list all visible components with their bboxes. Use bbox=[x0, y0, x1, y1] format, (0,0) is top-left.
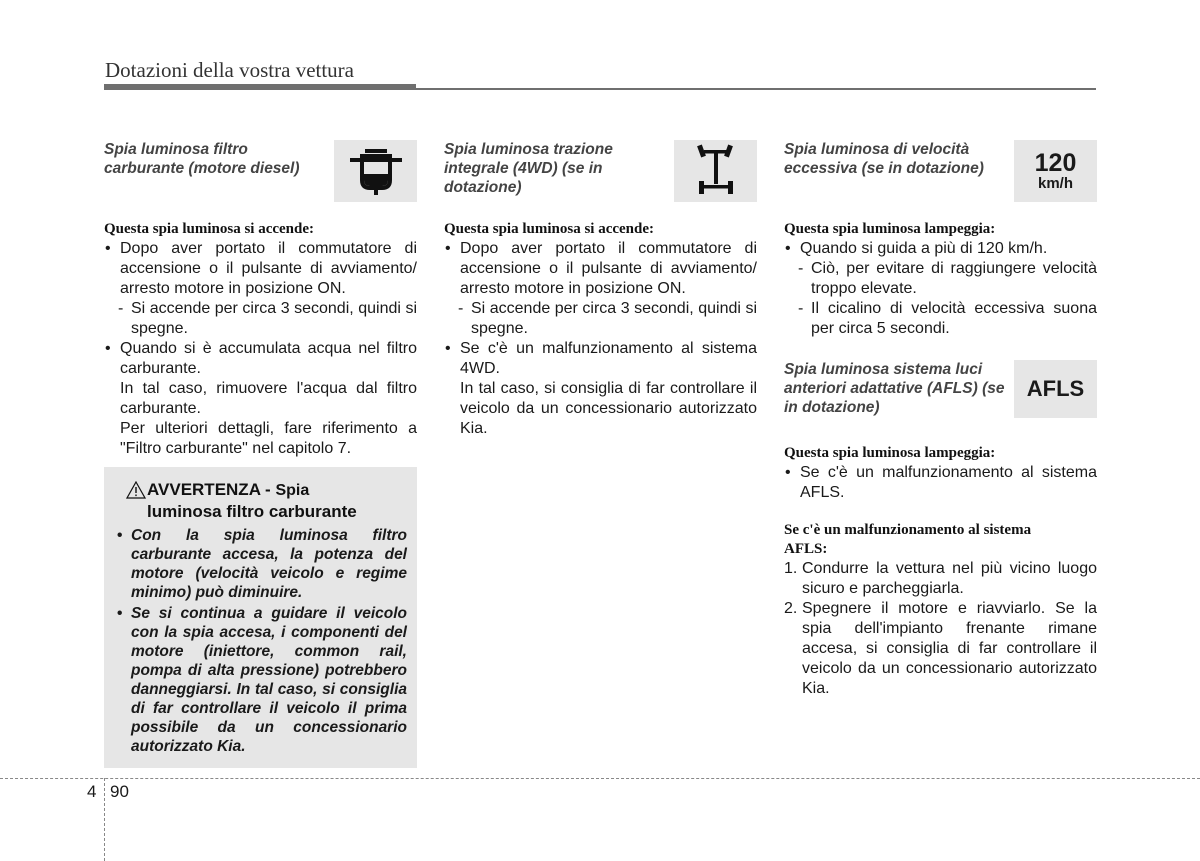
indicator-header bbox=[444, 140, 757, 202]
condition-list bbox=[784, 463, 1097, 503]
page-number: 90 bbox=[110, 782, 129, 801]
afls-icon bbox=[1014, 360, 1097, 418]
list-item: • Quando si è accumulata acqua nel filtro carburante. bbox=[104, 339, 417, 379]
list-item: • Dopo aver portato il commutatore di accensione o il pulsante di avviamento/ arresto motore in posizione ON. bbox=[104, 239, 417, 299]
list-item: • Se c'è un malfunzionamento al sistema AFLS. bbox=[784, 463, 1097, 503]
warning-subtitle-a: Spia bbox=[275, 482, 310, 499]
section-heading: Questa spia luminosa si accende: bbox=[104, 221, 315, 237]
warning-item: • Se si continua a guidare il veicolo con la spia accesa, i componenti del motore (iniettore, common rail, pompa di alta pressione) potrebbero danneggiarsi. In tal caso, si consiglia di far controllare il veicolo il prima possibile da un concessionario autorizzato Kia. bbox=[114, 604, 407, 756]
header-rule bbox=[104, 84, 416, 90]
steps-list bbox=[784, 559, 1097, 699]
indicator-header bbox=[784, 140, 1097, 202]
footer-rule bbox=[0, 778, 1200, 779]
section-heading: Questa spia luminosa lampeggia: bbox=[784, 221, 996, 237]
list-note: In tal caso, si consiglia di far controllare il veicolo da un concessionario autorizzato Kia. bbox=[460, 380, 757, 437]
warning-list bbox=[114, 526, 407, 756]
footer-divider bbox=[104, 778, 105, 861]
section-heading: Questa spia luminosa si accende: bbox=[444, 221, 655, 237]
warning-label: AVVERTENZA - bbox=[147, 480, 271, 499]
list-subitem: - Si accende per circa 3 secondi, quindi si spegne. bbox=[104, 299, 417, 339]
list-subitem: - Il cicalino di velocità eccessiva suona per circa 5 secondi. bbox=[784, 299, 1097, 339]
indicator-header-afls bbox=[784, 360, 1097, 422]
chapter-number: 4 bbox=[87, 782, 97, 801]
section-heading: Se c'è un malfunzionamento al sistema AFLS: bbox=[784, 522, 1032, 557]
header-rule-thin bbox=[416, 88, 1096, 90]
section-4wd bbox=[444, 140, 757, 439]
afls-icon-label: AFLS bbox=[1026, 376, 1085, 401]
condition-list bbox=[104, 239, 417, 459]
list-note: Per ulteriori dettagli, fare riferimento a "Filtro carburante" nel capitolo 7. bbox=[120, 420, 417, 457]
warning-box bbox=[104, 467, 417, 768]
list-item: • Quando si guida a più di 120 km/h. bbox=[784, 239, 1097, 259]
step-text: Condurre la vettura nel più vicino luogo sicuro e parcheggiarla. bbox=[802, 560, 1097, 597]
list-subitem: - Si accende per circa 3 secondi, quindi si spegne. bbox=[444, 299, 757, 339]
4wd-icon bbox=[674, 140, 757, 202]
list-item: • Dopo aver portato il commutatore di accensione o il pulsante di avviamento/ arresto motore in posizione ON. bbox=[444, 239, 757, 299]
warning-title bbox=[114, 479, 407, 522]
speed-120-icon bbox=[1014, 140, 1097, 202]
condition-list bbox=[444, 239, 757, 439]
speed-value: 120 bbox=[1034, 148, 1077, 177]
indicator-title: Spia luminosa sistema luci anteriori adattative (AFLS) (se in dotazione) bbox=[784, 361, 1005, 416]
section-fuel-filter bbox=[104, 140, 417, 459]
list-subitem: - Ciò, per evitare di raggiungere velocità troppo elevate. bbox=[784, 259, 1097, 299]
list-note: In tal caso, rimuovere l'acqua dal filtro carburante. bbox=[120, 380, 417, 417]
step-item bbox=[784, 599, 1097, 699]
list-item: • Se c'è un malfunzionamento al sistema 4WD. bbox=[444, 339, 757, 379]
indicator-title: Spia luminosa di velocità eccessiva (se in dotazione) bbox=[784, 141, 984, 177]
warning-item: • Con la spia luminosa filtro carburante accesa, la potenza del motore (velocità veicolo e regime minimo) può diminuire. bbox=[114, 526, 407, 602]
indicator-title: Spia luminosa filtro carburante (motore diesel) bbox=[104, 141, 300, 177]
step-number: 2. bbox=[784, 600, 798, 617]
warning-subtitle-b: luminosa filtro carburante bbox=[147, 502, 357, 521]
indicator-title: Spia luminosa trazione integrale (4WD) (se in dotazione) bbox=[444, 141, 613, 196]
warning-triangle-icon bbox=[126, 481, 146, 499]
step-item bbox=[784, 559, 1097, 599]
section-heading: Questa spia luminosa lampeggia: bbox=[784, 445, 996, 461]
fuel-filter-icon bbox=[334, 140, 417, 202]
condition-list bbox=[784, 239, 1097, 339]
indicator-header bbox=[104, 140, 417, 202]
step-number: 1. bbox=[784, 560, 798, 577]
page-header-title: Dotazioni della vostra vettura bbox=[105, 58, 354, 82]
step-text: Spegnere il motore e riavviarlo. Se la spia dell'impianto frenante rimane accesa, si consiglia di far controllare il veicolo da un concessionario autorizzato Kia. bbox=[802, 600, 1097, 697]
speed-unit: km/h bbox=[1037, 174, 1073, 192]
section-overspeed bbox=[784, 140, 1097, 699]
